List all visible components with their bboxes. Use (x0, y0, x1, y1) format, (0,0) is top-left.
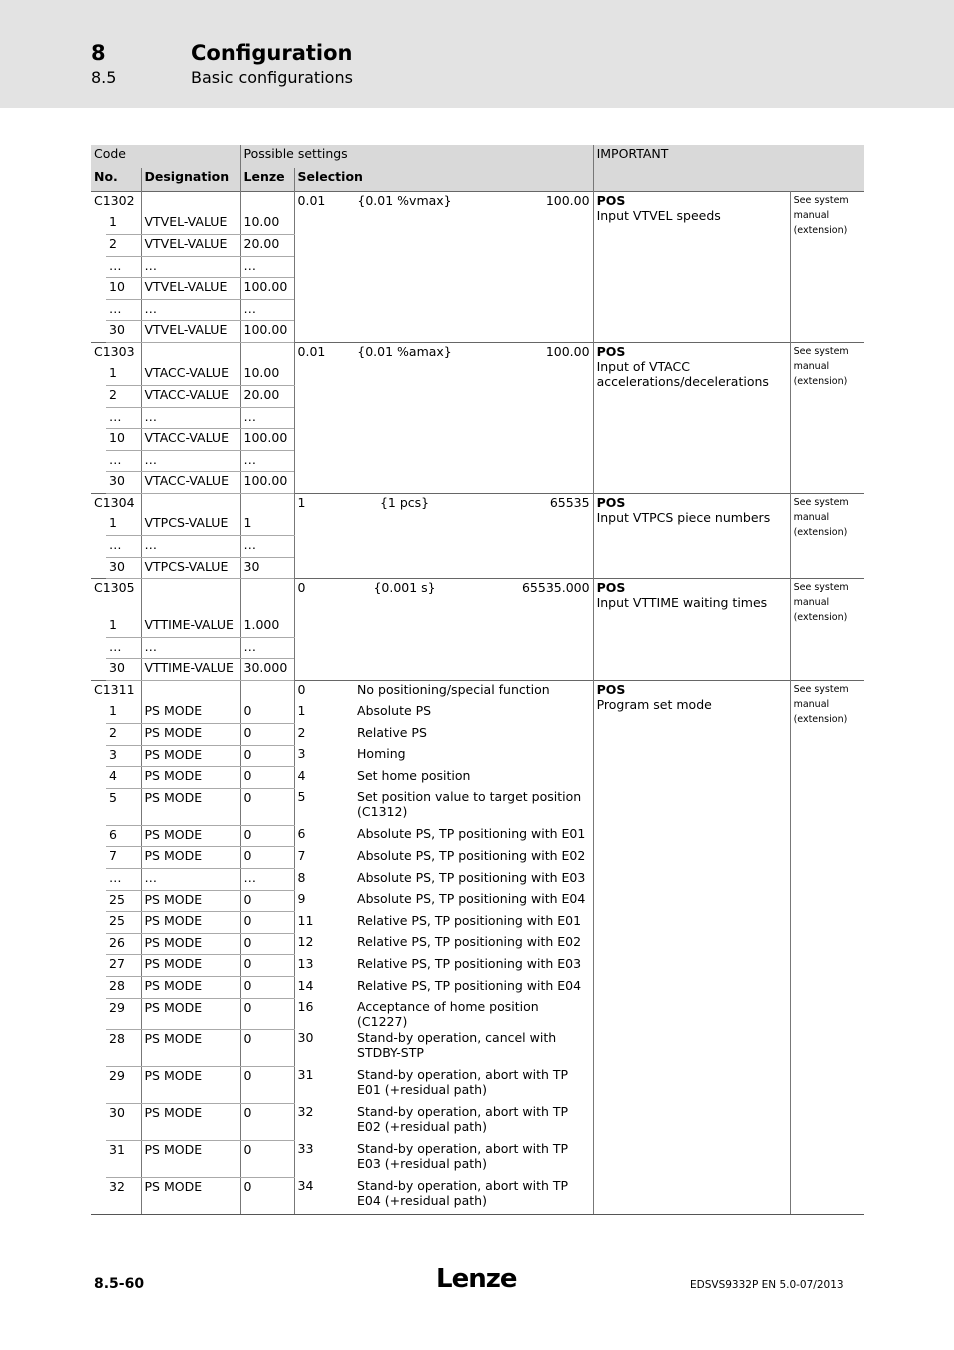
row-lenze: … (240, 450, 294, 472)
indent-cell (91, 659, 106, 681)
selection-max: 100.00 (545, 192, 590, 208)
designation-cell (141, 342, 240, 364)
row-number: 1 (106, 616, 141, 638)
see-note: See system manual (extension) (790, 191, 864, 342)
row-number: 25 (106, 912, 141, 934)
selection-text: Absolute PS, TP positioning with E03 (357, 869, 586, 885)
see-note: See system manual (extension) (790, 342, 864, 493)
important-title: POS (596, 580, 626, 595)
designation-cell (141, 579, 240, 616)
indent-cell (91, 256, 106, 278)
selection-value: 13 (294, 955, 354, 977)
row-lenze: 0 (240, 767, 294, 789)
row-designation: VTPCS-VALUE (141, 557, 240, 579)
selection-text: Absolute PS, TP positioning with E02 (357, 847, 586, 863)
selection-text: Stand-by operation, abort with TP E01 (+residual path) (357, 1067, 569, 1098)
indent-cell (91, 536, 106, 558)
selection-value: 11 (294, 912, 354, 934)
row-lenze: 30 (240, 557, 294, 579)
header-important: IMPORTANT (593, 145, 864, 191)
important-text: Input VTVEL speeds (596, 207, 721, 223)
row-designation: PS MODE (141, 825, 240, 847)
row-designation: VTPCS-VALUE (141, 514, 240, 536)
indent-cell (91, 767, 106, 789)
indent-cell (91, 788, 106, 825)
important-cell (593, 342, 790, 493)
row-number: 25 (106, 890, 141, 912)
code-table (91, 145, 864, 1215)
chapter-number: 8 (91, 41, 106, 65)
lenze-cell (240, 191, 294, 213)
lenze-cell (240, 680, 294, 702)
selection-value: 9 (294, 890, 354, 912)
row-lenze: 0 (240, 955, 294, 977)
row-designation: VTVEL-VALUE (141, 235, 240, 257)
row-designation: VTACC-VALUE (141, 429, 240, 451)
code-row (91, 680, 864, 702)
row-number: 29 (106, 1066, 141, 1103)
row-designation: PS MODE (141, 933, 240, 955)
row-number: … (106, 536, 141, 558)
row-number: 2 (106, 386, 141, 408)
row-lenze: 0 (240, 788, 294, 825)
indent-cell (91, 745, 106, 767)
important-cell (593, 191, 790, 342)
code-cell: C1305 (94, 580, 135, 595)
row-number: 6 (106, 825, 141, 847)
row-number: 28 (106, 977, 141, 999)
code-cell: C1311 (94, 681, 135, 697)
selection-step: {0.001 s} (373, 580, 436, 595)
row-designation: VTVEL-VALUE (141, 321, 240, 343)
table-header-row (91, 145, 864, 168)
row-designation: VTACC-VALUE (141, 472, 240, 494)
section-title: Basic configurations (191, 68, 353, 87)
row-number: 1 (106, 514, 141, 536)
row-designation: … (141, 869, 240, 891)
row-lenze: 0 (240, 745, 294, 767)
selection-text: Stand-by operation, abort with TP E02 (+residual path) (357, 1104, 569, 1135)
row-designation: PS MODE (141, 955, 240, 977)
row-lenze: … (240, 299, 294, 321)
row-lenze: 100.00 (240, 472, 294, 494)
row-lenze: … (240, 536, 294, 558)
indent-cell (91, 912, 106, 934)
indent-cell (91, 637, 106, 659)
row-designation: VTVEL-VALUE (141, 278, 240, 300)
code-cell: C1302 (94, 192, 135, 208)
row-designation: PS MODE (141, 724, 240, 746)
selection-value: 14 (294, 977, 354, 999)
selection-value: 5 (294, 788, 354, 825)
selection-step: {0.01 %amax} (357, 343, 452, 359)
row-lenze: 10.00 (240, 213, 294, 235)
selection-value: 16 (294, 998, 354, 1029)
row-number: 1 (106, 364, 141, 386)
row-lenze: 0 (240, 890, 294, 912)
indent-cell (91, 933, 106, 955)
row-designation: PS MODE (141, 998, 240, 1029)
row-designation: PS MODE (141, 1103, 240, 1140)
indent-cell (91, 429, 106, 451)
row-number: 29 (106, 998, 141, 1029)
row-designation: PS MODE (141, 1140, 240, 1177)
selection-min: 0 (294, 579, 354, 616)
indent-cell (91, 1029, 106, 1066)
row-lenze: 100.00 (240, 321, 294, 343)
indent-cell (91, 321, 106, 343)
row-number: 28 (106, 1029, 141, 1066)
row-number: 10 (106, 278, 141, 300)
row-designation: PS MODE (141, 847, 240, 869)
row-designation: PS MODE (141, 1066, 240, 1103)
selection-min: 0.01 (294, 191, 354, 213)
row-number: … (106, 637, 141, 659)
important-title: POS (596, 192, 626, 208)
row-number: 4 (106, 767, 141, 789)
row-designation: … (141, 299, 240, 321)
selection-max: 65535 (549, 494, 590, 510)
row-number: 5 (106, 788, 141, 825)
row-number: 30 (106, 1103, 141, 1140)
selection-text: Stand-by operation, abort with TP E04 (+residual path) (354, 1177, 593, 1214)
row-lenze: 10.00 (240, 364, 294, 386)
row-lenze: 0 (240, 1103, 294, 1140)
row-number: … (106, 869, 141, 891)
row-lenze: 1.000 (240, 616, 294, 638)
row-lenze: 0 (240, 933, 294, 955)
indent-cell (91, 386, 106, 408)
row-lenze: … (240, 637, 294, 659)
row-number: 32 (106, 1177, 141, 1214)
selection-step: {0.01 %vmax} (357, 192, 452, 208)
see-note: See system manual (extension) (790, 493, 864, 579)
row-lenze: 0 (240, 998, 294, 1029)
code-cell: C1304 (94, 494, 135, 510)
row-number: 1 (106, 702, 141, 724)
selection-max: 65535.000 (521, 580, 590, 595)
row-designation: PS MODE (141, 890, 240, 912)
indent-cell (91, 278, 106, 300)
page-header (0, 0, 954, 108)
selection-value: 0 (294, 680, 354, 702)
indent-cell (91, 847, 106, 869)
indent-cell (91, 616, 106, 638)
lenze-cell (240, 342, 294, 364)
selection-value: 2 (294, 724, 354, 746)
row-designation: PS MODE (141, 912, 240, 934)
code-row (91, 579, 864, 616)
selection-text: No positioning/special function (357, 681, 550, 697)
code-row (91, 342, 864, 364)
indent-cell (91, 869, 106, 891)
header-lenze: Lenze (240, 168, 294, 191)
indent-cell (91, 472, 106, 494)
indent-cell (91, 890, 106, 912)
selection-value: 8 (294, 869, 354, 891)
row-designation: VTACC-VALUE (141, 364, 240, 386)
selection-text: Relative PS, TP positioning with E04 (357, 977, 582, 993)
important-cell (593, 579, 790, 681)
row-number: 30 (106, 557, 141, 579)
indent-cell (91, 514, 106, 536)
document-id: EDSVS9332P EN 5.0-07/2013 (690, 1279, 844, 1291)
row-designation: … (141, 450, 240, 472)
selection-value: 32 (294, 1103, 354, 1140)
row-designation: VTACC-VALUE (141, 386, 240, 408)
header-no: No. (91, 168, 141, 191)
important-cell (593, 493, 790, 579)
row-number: … (106, 256, 141, 278)
indent-cell (91, 955, 106, 977)
see-note: See system manual (extension) (790, 579, 864, 681)
selection-empty (294, 616, 593, 681)
indent-cell (91, 702, 106, 724)
selection-text: Set position value to target position (C1312) (357, 789, 582, 820)
selection-value: 31 (294, 1066, 354, 1103)
selection-text: Relative PS, TP positioning with E02 (357, 934, 582, 950)
row-designation: VTVEL-VALUE (141, 213, 240, 235)
selection-value: 12 (294, 933, 354, 955)
row-lenze: 0 (240, 1066, 294, 1103)
selection-text: Relative PS (357, 724, 427, 740)
important-text: Input VTPCS piece numbers (596, 509, 771, 525)
row-designation: … (141, 256, 240, 278)
code-row (91, 493, 864, 514)
selection-value: 34 (294, 1177, 354, 1214)
selection-text: Homing (357, 746, 406, 762)
row-lenze: 0 (240, 724, 294, 746)
indent-cell (91, 1177, 106, 1214)
designation-cell (141, 191, 240, 213)
row-designation: VTTIME-VALUE (141, 659, 240, 681)
important-text: Input of VTACC accelerations/decelerations (596, 358, 769, 389)
row-lenze: 30.000 (240, 659, 294, 681)
selection-min: 0.01 (294, 342, 354, 364)
row-designation: … (141, 407, 240, 429)
page-number: 8.5-60 (94, 1276, 145, 1292)
selection-value: 1 (294, 702, 354, 724)
selection-empty (294, 364, 593, 493)
selection-value: 33 (294, 1140, 354, 1177)
important-title: POS (596, 681, 626, 697)
selection-value: 3 (294, 745, 354, 767)
important-cell (593, 680, 790, 1214)
selection-value: 7 (294, 847, 354, 869)
important-text: Input VTTIME waiting times (596, 595, 768, 610)
indent-cell (91, 407, 106, 429)
row-number: 27 (106, 955, 141, 977)
row-lenze: 100.00 (240, 429, 294, 451)
row-designation: … (141, 536, 240, 558)
row-number: … (106, 407, 141, 429)
row-designation: PS MODE (141, 1029, 240, 1066)
selection-text: Stand-by operation, abort with TP E03 (+residual path) (357, 1141, 569, 1172)
row-lenze: 100.00 (240, 278, 294, 300)
row-lenze: … (240, 256, 294, 278)
selection-empty (294, 514, 593, 579)
designation-cell (141, 493, 240, 514)
code-row (91, 191, 864, 213)
indent-cell (91, 998, 106, 1029)
row-lenze: 0 (240, 825, 294, 847)
row-designation: … (141, 637, 240, 659)
indent-cell (91, 299, 106, 321)
row-designation: PS MODE (141, 1177, 240, 1214)
row-number: 2 (106, 724, 141, 746)
row-number: 31 (106, 1140, 141, 1177)
chapter-title: Configuration (191, 41, 353, 65)
selection-value: 4 (294, 767, 354, 789)
indent-cell (91, 1140, 106, 1177)
lenze-cell (240, 493, 294, 514)
row-designation: PS MODE (141, 745, 240, 767)
selection-min: 1 (294, 493, 354, 514)
row-lenze: 0 (240, 702, 294, 724)
row-lenze: 1 (240, 514, 294, 536)
indent-cell (91, 724, 106, 746)
row-number: 1 (106, 213, 141, 235)
see-note: See system manual (extension) (790, 680, 864, 1214)
row-designation: PS MODE (141, 977, 240, 999)
row-lenze: 0 (240, 1177, 294, 1214)
header-possible-settings: Possible settings (240, 145, 593, 168)
row-lenze: 0 (240, 1029, 294, 1066)
indent-cell (91, 825, 106, 847)
selection-step: {1 pcs} (379, 494, 430, 510)
lenze-cell (240, 579, 294, 616)
row-number: 30 (106, 321, 141, 343)
section-number: 8.5 (91, 68, 117, 87)
lenze-logo: Lenze (436, 1264, 517, 1294)
indent-cell (91, 557, 106, 579)
selection-text: Absolute PS (357, 703, 432, 718)
row-number: 30 (106, 472, 141, 494)
header-designation: Designation (141, 168, 240, 191)
row-number: … (106, 450, 141, 472)
row-lenze: … (240, 869, 294, 891)
selection-text: Acceptance of home position (C1227) (357, 999, 539, 1030)
row-lenze: 20.00 (240, 386, 294, 408)
row-lenze: 0 (240, 847, 294, 869)
row-lenze: 0 (240, 1140, 294, 1177)
selection-text: Absolute PS, TP positioning with E01 (357, 826, 586, 842)
row-number: … (106, 299, 141, 321)
important-title: POS (596, 494, 626, 510)
indent-cell (91, 450, 106, 472)
indent-cell (91, 364, 106, 386)
indent-cell (91, 235, 106, 257)
row-lenze: 20.00 (240, 235, 294, 257)
selection-text: Relative PS, TP positioning with E01 (357, 912, 582, 928)
row-number: 26 (106, 933, 141, 955)
indent-cell (91, 1066, 106, 1103)
selection-value: 6 (294, 825, 354, 847)
row-designation: VTTIME-VALUE (141, 616, 240, 638)
row-lenze: 0 (240, 912, 294, 934)
row-lenze: 0 (240, 977, 294, 999)
selection-text: Relative PS, TP positioning with E03 (357, 955, 582, 971)
important-text: Program set mode (596, 696, 712, 712)
designation-cell (141, 680, 240, 702)
header-code: Code (91, 145, 240, 168)
indent-cell (91, 213, 106, 235)
important-title: POS (596, 343, 626, 359)
row-designation: PS MODE (141, 702, 240, 724)
row-number: 2 (106, 235, 141, 257)
selection-empty (294, 213, 593, 342)
row-number: 30 (106, 659, 141, 681)
selection-text: Stand-by operation, cancel with STDBY-STP (357, 1030, 557, 1061)
selection-text: Set home position (357, 767, 471, 783)
row-lenze: … (240, 407, 294, 429)
selection-value: 30 (294, 1029, 354, 1066)
row-designation: PS MODE (141, 788, 240, 825)
row-number: 3 (106, 745, 141, 767)
row-designation: PS MODE (141, 767, 240, 789)
row-number: 10 (106, 429, 141, 451)
header-selection: Selection (294, 168, 593, 191)
selection-text: Absolute PS, TP positioning with E04 (357, 891, 586, 907)
row-number: 7 (106, 847, 141, 869)
indent-cell (91, 977, 106, 999)
selection-max: 100.00 (545, 343, 590, 359)
code-cell: C1303 (94, 343, 135, 359)
indent-cell (91, 1103, 106, 1140)
